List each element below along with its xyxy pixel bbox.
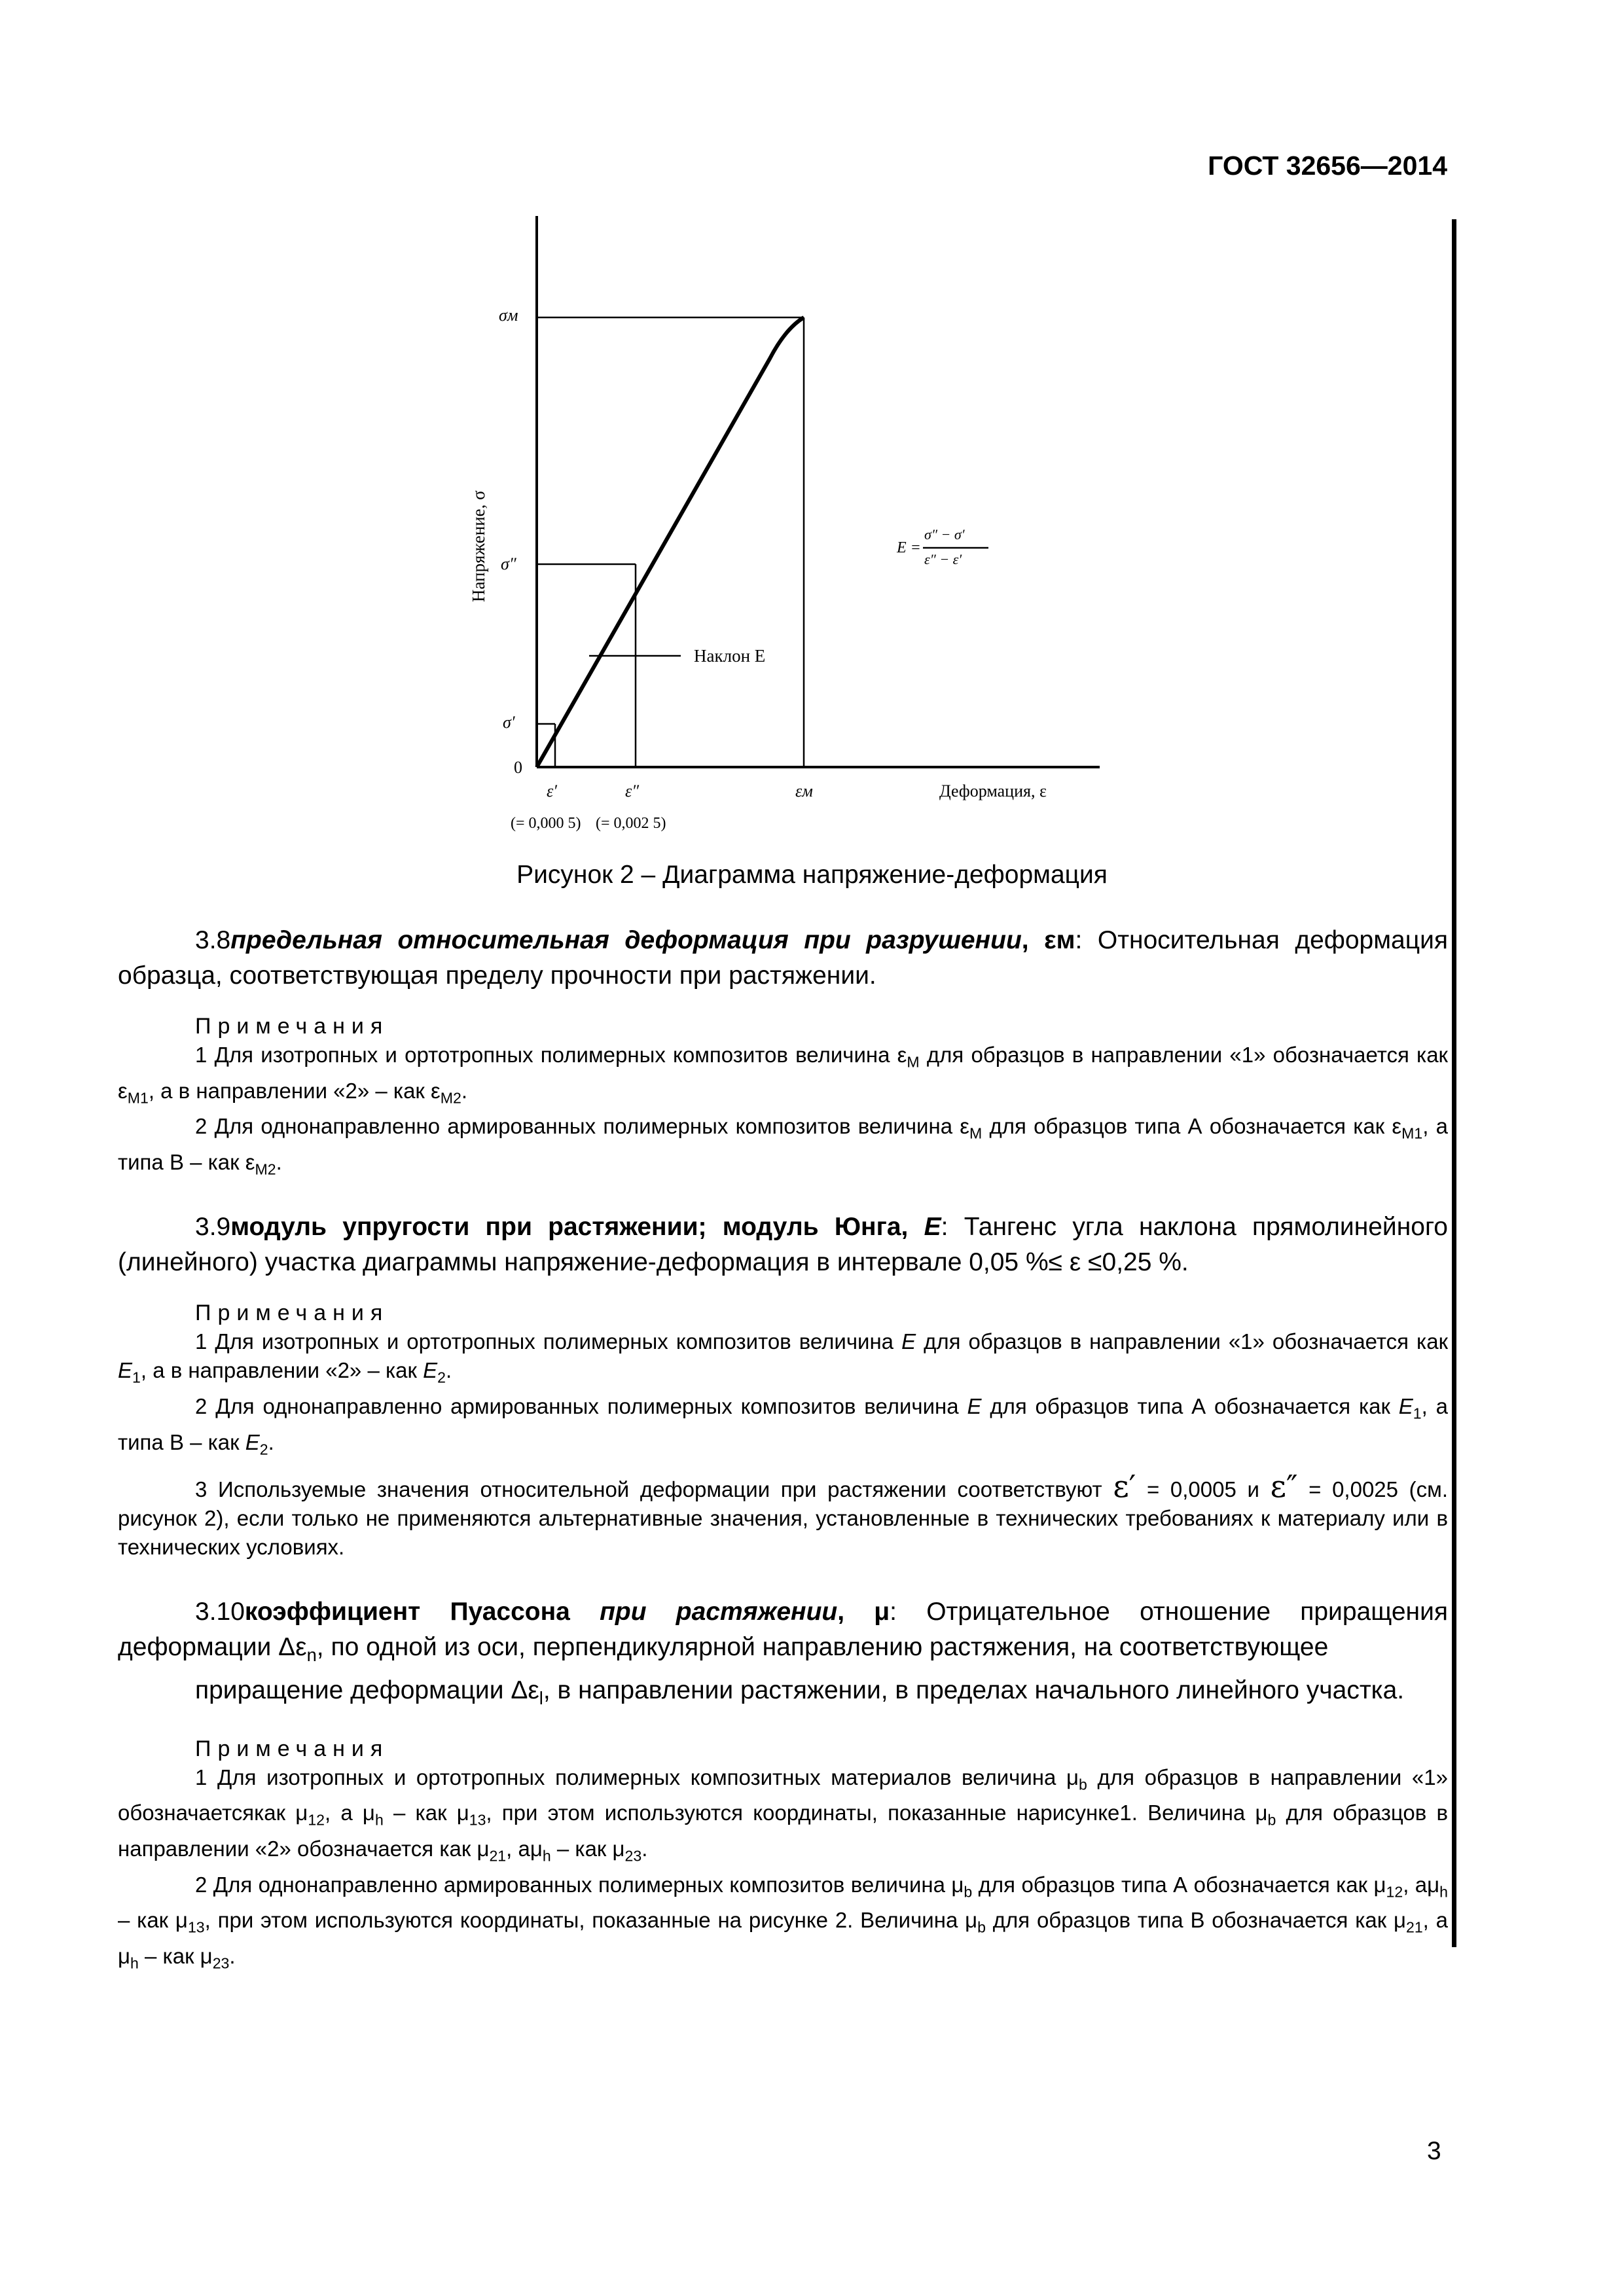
- note-3-8-1: 1 Для изотропных и ортотропных полимерных композитов величина $\varepsilon_М$ для образцов в направлении «1» обозначается как $\varepsilon_{М1}$, а в направлении «2» – как $\varepsilon_{М2}$.: [118, 1043, 1448, 1107]
- origin-label: 0: [514, 758, 522, 777]
- tick-value-1: (= 0,000 5): [511, 815, 581, 832]
- eps-m-label: εм: [795, 781, 813, 800]
- eps-dd-label: ε″: [625, 781, 640, 800]
- change-bar: [1452, 219, 1456, 1947]
- term-3-8: 3.8предельная относительная деформация при разрушении, εм: Относительная деформация образца, соответствующая пределу прочности при растяжении.: [118, 926, 1448, 990]
- notes-heading: Примечания: [195, 1736, 389, 1761]
- x-axis-label: Деформация, ε: [939, 781, 1047, 800]
- term-symbol: , μ: [837, 1598, 890, 1626]
- term-3-10-continued: приращение деформации $\Delta\varepsilon_l$, в направлении растяжении, в пределах начального линейного участка.: [195, 1676, 1405, 1708]
- note-3-8-2: 2 Для однонаправленно армированных полимерных композитов величина $\varepsilon_М$ для образцов типа А обозначается как $\varepsilon_{М1}$, а типа В – как $\varepsilon_{М2}$.: [118, 1114, 1448, 1178]
- tick-value-2: (= 0,002 5): [596, 815, 666, 832]
- term-number: 3.10: [195, 1598, 245, 1626]
- page-number: 3: [1427, 2137, 1441, 2165]
- term-symbol: E: [924, 1213, 941, 1242]
- term-number: 3.9: [195, 1213, 231, 1242]
- term-3-9: [118, 1210, 1448, 1280]
- note-3-10-1: 1 Для изотропных и ортотропных полимерных композитных материалов величина $\mu_b$ для образцов в направлении «1» обозначаетсякак $\mu_{12}$, а $\mu_h$ – как $\mu_{13}$, при этом используются координаты, показанные нарисунке1. Величина $\mu_b$ для образцов в направлении «2» обозначается как $\mu_{21}$, $а\mu_h$ – как $\mu_{23}$.: [118, 1765, 1449, 1865]
- notes-heading: Примечания: [195, 1300, 389, 1326]
- formula-lhs: E =: [897, 539, 921, 556]
- term-3-10: 3.10коэффициент Пуассона при растяжении, μ: Отрицательное отношение приращения деформации $\Delta\varepsilon_n$, по одной из оси, перпендикулярной направлению растяжения, на соответствующее: [118, 1598, 1448, 1665]
- y-axis-label: Напряжение, σ: [469, 490, 488, 602]
- formula-denominator: ε″ − ε′: [924, 551, 962, 567]
- notes-heading: Примечания: [195, 1014, 389, 1039]
- formula-numerator: σ″ − σ′: [924, 526, 965, 543]
- term-name: предельная относительная деформация при разрушении: [230, 926, 1022, 954]
- sigma-dd-label: σ″: [501, 554, 516, 573]
- figure-caption: Рисунок 2 – Диаграмма напряжение-деформация: [516, 861, 1108, 889]
- term-name: модуль упругости при растяжении; модуль Юнга,: [230, 1213, 924, 1242]
- sigma-d-label: σ′: [503, 713, 515, 732]
- note-3-9-3: 3 Используемые значения относительной деформации при растяжении соответствуют ε′ = 0,0005 и ε″ = 0,0025 (см. рисунок 2), если только не применяются альтернативные значения, установленные в технических требованиях к материалу или в технических условиях.: [118, 1469, 1448, 1560]
- stress-strain-figure: [445, 216, 1113, 844]
- document-body: [118, 923, 1448, 1977]
- term-symbol: εм: [1044, 926, 1075, 954]
- document-header: ГОСТ 32656—2014: [1208, 151, 1447, 181]
- note-3-10-2: 2 Для однонаправленно армированных полимерных композитов величина $\mu_b$ для образцов типа А обозначается как $\mu_{12}$, $а\mu_h$ – как $\mu_{13}$, при этом используются координаты, показанные на рисунке 2. Величина $\mu_b$ для образцов типа В обозначается как $\mu_{21}$, а $\mu_h$ – как $\mu_{23}$.: [118, 1872, 1448, 1972]
- note-3-9-1: 1 Для изотропных и ортотропных полимерных композитов величина E для образцов в направлении «1» обозначается как $E_1$, а в направлении «2» – как $E_2$.: [118, 1329, 1449, 1386]
- note-3-9-2: 2 Для однонаправленно армированных полимерных композитов величина E для образцов типа А обозначается как $E_1$, а типа В – как $E_2$.: [118, 1393, 1448, 1458]
- term-definition: Относительная деформация образца, соответствующая пределу прочности при растяжении.: [118, 926, 1448, 990]
- stress-strain-curve: [537, 317, 804, 767]
- term-definition: : Тангенс угла наклона прямолинейного (линейного) участка диаграммы напряжение-деформация в интервале 0,05 %≤ ε ≤0,25 %.: [118, 1213, 1449, 1277]
- term-number: 3.8: [195, 926, 231, 954]
- sigma-m-label: σм: [499, 306, 518, 325]
- term-name: коэффициент Пуассона: [244, 1598, 600, 1626]
- slope-label: Наклон Е: [694, 646, 766, 666]
- stress-strain-diagram: [445, 216, 1113, 844]
- eps-d-label: ε′: [547, 781, 557, 800]
- term-qualifier: при растяжении: [600, 1598, 838, 1626]
